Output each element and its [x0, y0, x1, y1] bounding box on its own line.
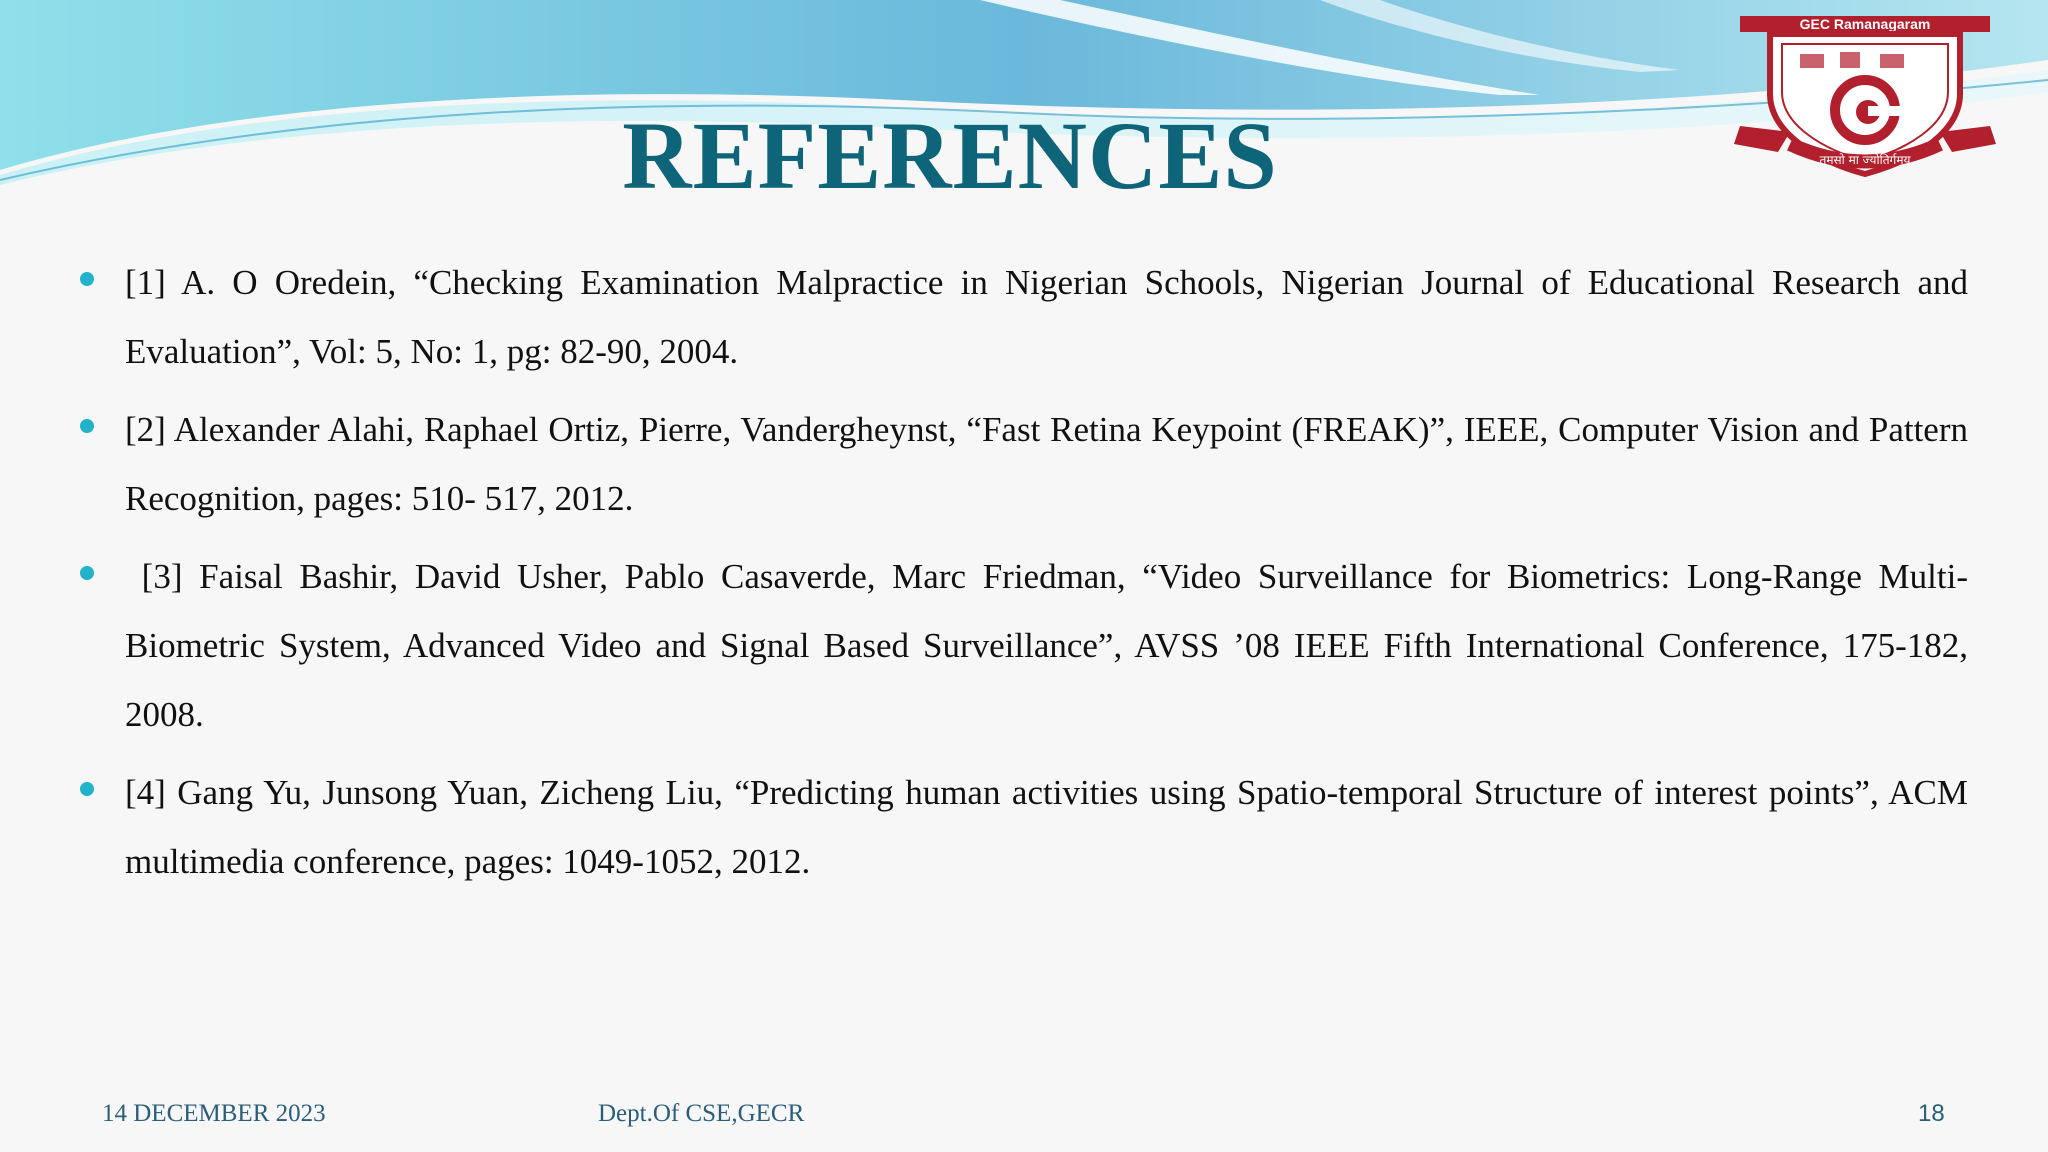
reference-text: [1] A. O Oredein, “Checking Examination Malpractice in Nigerian Schools, Nigerian Journal of Educational Research and Evaluation”, Vol: 5, No: 1, pg: 82-90, 2004. — [125, 263, 1968, 371]
footer-date: 14 DECEMBER 2023 — [102, 1100, 326, 1127]
bullet-icon — [80, 272, 94, 286]
reference-text: [3] Faisal Bashir, David Usher, Pablo Casaverde, Marc Friedman, “Video Surveillance for Biometrics: Long-Range Multi-Biometric System, Advanced Video and Signal Based Surveillance”, AVSS ’08 IEEE Fifth International Conference, 175-182, 2008. — [125, 557, 1977, 734]
footer-dept: Dept.Of CSE,GECR — [598, 1100, 805, 1127]
logo-label: GEC Ramanagaram — [1799, 16, 1931, 32]
bullet-icon — [80, 419, 94, 433]
slide-title: REFERENCES — [622, 102, 1278, 209]
reference-item — [80, 395, 1968, 533]
bullet-icon — [80, 566, 94, 580]
logo-motto: तमसो मा ज्योतिर्गमय — [1819, 153, 1911, 167]
bullet-icon — [80, 782, 94, 796]
footer-page-number: 18 — [1918, 1100, 1945, 1127]
references-list — [80, 248, 1977, 905]
reference-text: [2] Alexander Alahi, Raphael Ortiz, Pierre, Vandergheynst, “Fast Retina Keypoint (FREAK)”, IEEE, Computer Vision and Pattern Recognition, pages: 510- 517, 2012. — [125, 410, 1968, 518]
reference-item — [80, 542, 1977, 749]
reference-item — [80, 758, 1968, 896]
reference-text: [4] Gang Yu, Junsong Yuan, Zicheng Liu, “Predicting human activities using Spatio-temporal Structure of interest points”, ACM multimedia conference, pages: 1049-1052, 2012. — [125, 773, 1968, 881]
reference-item — [80, 248, 1968, 386]
